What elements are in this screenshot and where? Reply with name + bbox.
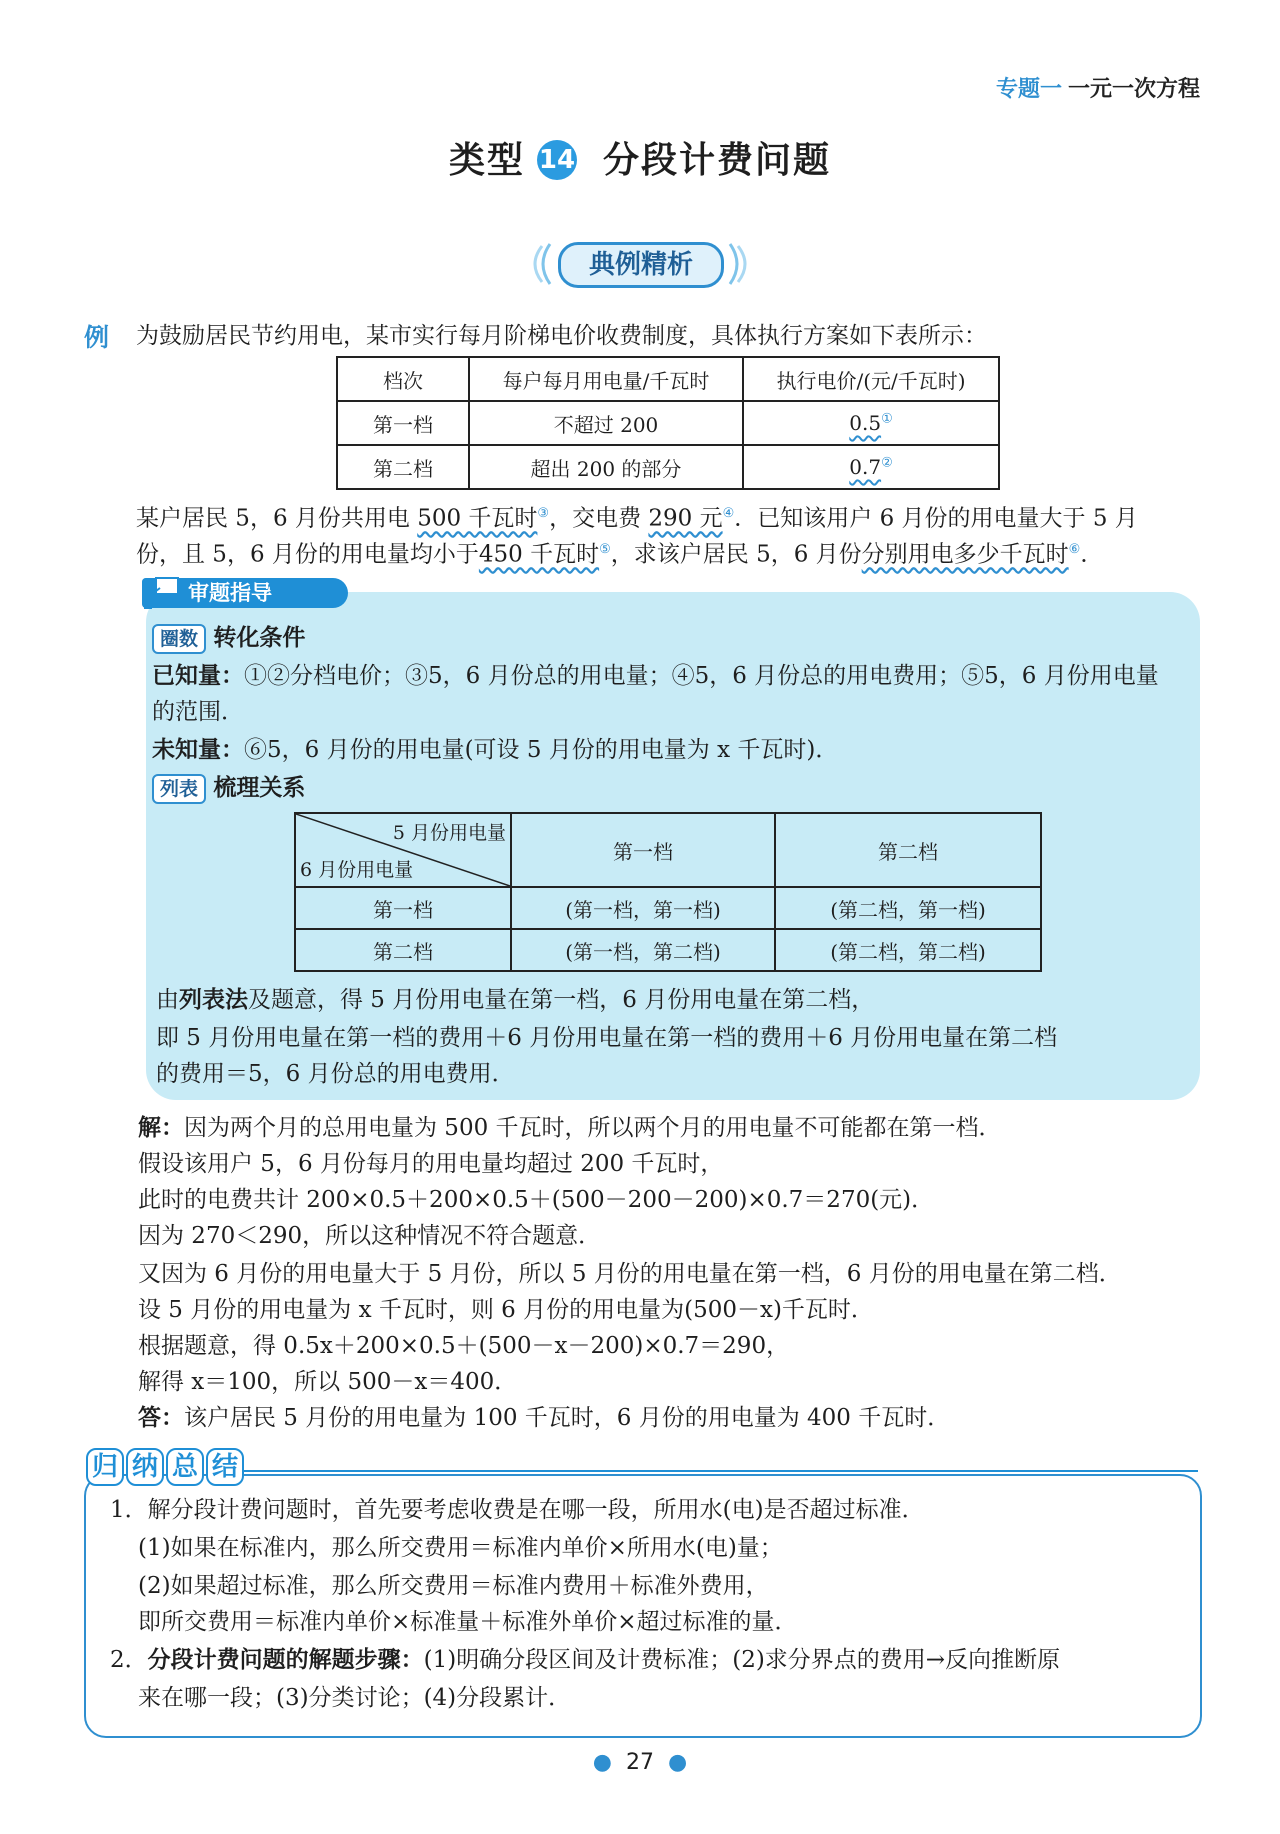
solution-line-6: 设 5 月份的用电量为 x 千瓦时，则 6 月份的用电量为(500－x)千瓦时． bbox=[138, 1297, 874, 1323]
page-number-value: 27 bbox=[626, 1750, 654, 1775]
conclusion-line-2: 即 5 月份用电量在第一档的费用＋6 月份用电量在第一档的费用＋6 月份用电量在第二档 bbox=[156, 1025, 1058, 1051]
solution-line-3: 此时的电费共计 200×0.5＋200×0.5＋(500－200－200)×0.7＝270(元)． bbox=[138, 1187, 935, 1213]
table-header-cell: 第二档 bbox=[775, 813, 1041, 887]
corner-top: 5 月份用电量 bbox=[392, 822, 506, 844]
marker: ③ bbox=[537, 506, 550, 521]
topic-name: 一元一次方程 bbox=[1067, 77, 1200, 102]
marker: ① bbox=[881, 411, 893, 427]
title-number-badge: 14 bbox=[537, 140, 577, 180]
solution-line-2: 假设该用户 5，6 月份每月的用电量均超过 200 千瓦时， bbox=[138, 1151, 724, 1177]
dot-icon: ● bbox=[592, 1750, 612, 1775]
unknown-label: 未知量： bbox=[152, 737, 244, 763]
table-row bbox=[295, 929, 1041, 971]
text: 份，且 5，6 月份的用电量均小于 bbox=[136, 541, 479, 568]
table-cell: (第二档，第一档) bbox=[775, 887, 1041, 929]
summary-tag bbox=[86, 1448, 246, 1488]
summary-line-1: 1．解分段计费问题时，首先要考虑收费是在哪一段，所用水(电)是否超过标准． bbox=[110, 1497, 925, 1523]
page-number bbox=[0, 1750, 1280, 1775]
summary-line-2: (1)如果在标准内，那么所交费用＝标准内单价×所用水(电)量； bbox=[138, 1535, 783, 1561]
summary-tag-char: 归 bbox=[86, 1448, 124, 1486]
conclusion-line-1 bbox=[156, 982, 874, 1018]
text: 2． bbox=[110, 1647, 148, 1673]
relationship-table bbox=[294, 812, 1042, 972]
summary-tag-char: 纳 bbox=[126, 1448, 164, 1486]
step2-heading bbox=[152, 770, 305, 806]
list-table-pill: 列表 bbox=[152, 774, 206, 804]
steps-heading: 分段计费问题的解题步骤： bbox=[147, 1647, 424, 1673]
table-header-cell: 执行电价/(元/千瓦时) bbox=[743, 357, 999, 401]
table-cell: 第一档 bbox=[337, 401, 469, 445]
table-cell: (第一档，第一档) bbox=[511, 887, 775, 929]
table-cell bbox=[743, 401, 999, 445]
answer-line bbox=[138, 1400, 950, 1436]
given-total-fee: 290 元 bbox=[648, 505, 723, 532]
summary-line-4: 即所交费用＝标准内单价×标准量＋标准外单价×超过标准的量． bbox=[138, 1609, 798, 1635]
table-cell: (第二档，第二档) bbox=[775, 929, 1041, 971]
step2-title: 梳理关系 bbox=[213, 775, 306, 801]
summary-line-3: (2)如果超过标准，那么所交费用＝标准内费用＋标准外费用， bbox=[138, 1573, 769, 1599]
known-line-2: 的范围． bbox=[152, 699, 244, 725]
corner-cell bbox=[295, 813, 511, 887]
table-header-cell: 每户每月用电量/千瓦时 bbox=[469, 357, 743, 401]
marker: ④ bbox=[722, 506, 735, 521]
table-cell: 第二档 bbox=[337, 445, 469, 489]
corner-bottom: 6 月份用电量 bbox=[300, 859, 414, 881]
table-cell bbox=[743, 445, 999, 489]
text: ．已知该用户 6 月份的用电量大于 5 月 bbox=[734, 505, 1138, 532]
circle-numbers-pill: 圈数 bbox=[152, 624, 206, 654]
given-total-usage: 500 千瓦时 bbox=[417, 505, 538, 532]
topic-header bbox=[996, 72, 1200, 103]
dot-icon: ● bbox=[668, 1750, 688, 1775]
solution-line-4: 因为 270＜290，所以这种情况不符合题意． bbox=[138, 1223, 602, 1249]
solution-line-5: 又因为 6 月份的用电量大于 5 月份，所以 5 月份的用电量在第一档，6 月份的用电量在第二档． bbox=[138, 1261, 1122, 1287]
solution-line-8: 解得 x＝100，所以 500－x＝400． bbox=[138, 1369, 518, 1395]
price-value: 0.7 bbox=[849, 455, 882, 479]
summary-line-6: 来在哪一段；(3)分类讨论；(4)分段累计． bbox=[138, 1685, 572, 1711]
summary-rule bbox=[222, 1470, 1198, 1472]
known-text: ①②分档电价；③5，6 月份总的用电量；④5，6 月份总的用电费用；⑤5，6 月份用电量 bbox=[244, 663, 1159, 689]
question-target: 分别用电多少千瓦时 bbox=[861, 541, 1069, 568]
page-title bbox=[0, 132, 1280, 183]
text: 由 bbox=[156, 987, 179, 1013]
table-header-cell: 档次 bbox=[337, 357, 469, 401]
solution-line-1 bbox=[138, 1110, 1002, 1146]
table-cell: (第一档，第二档) bbox=[511, 929, 775, 971]
table-row bbox=[337, 401, 999, 445]
problem-line-1 bbox=[136, 496, 1138, 537]
price-value: 0.5 bbox=[849, 411, 882, 435]
title-prefix: 类型 bbox=[448, 140, 525, 181]
price-table bbox=[336, 356, 1000, 490]
table-header-row bbox=[337, 357, 999, 401]
summary-tag-char: 结 bbox=[206, 1448, 244, 1486]
table-header-cell: 第一档 bbox=[511, 813, 775, 887]
text: 该户居民 5 月份的用电量为 100 千瓦时，6 月份的用电量为 400 千瓦时． bbox=[184, 1405, 951, 1431]
table-header-row bbox=[295, 813, 1041, 887]
text: ，求该户居民 5，6 月份 bbox=[610, 541, 862, 568]
unknown-text: ⑥5，6 月份的用电量(可设 5 月份的用电量为 x 千瓦时)． bbox=[244, 737, 839, 763]
marker: ⑤ bbox=[599, 542, 611, 557]
example-intro: 为鼓励居民节约用电，某市实行每月阶梯电价收费制度，具体执行方案如下表所示： bbox=[136, 323, 987, 349]
section-badge bbox=[528, 236, 752, 292]
table-cell: 超出 200 的部分 bbox=[469, 445, 743, 489]
table-row bbox=[337, 445, 999, 489]
summary-tag-char: 总 bbox=[166, 1448, 204, 1486]
title-text: 分段计费问题 bbox=[603, 140, 832, 181]
step1-title: 转化条件 bbox=[213, 625, 306, 651]
row-header-cell: 第二档 bbox=[295, 929, 511, 971]
guide-tag: 审题指导 bbox=[142, 578, 348, 608]
known-label: 已知量： bbox=[152, 663, 244, 689]
text: 某户居民 5，6 月份共用电 bbox=[136, 505, 418, 532]
section-badge-label: 典例精析 bbox=[558, 242, 724, 288]
text: ，交电费 bbox=[549, 505, 649, 532]
text: (1)明确分段区间及计费标准；(2)求分界点的费用→反向推断原 bbox=[423, 1647, 1061, 1673]
solution-line-7: 根据题意，得 0.5x＋200×0.5＋(500－x－200)×0.7＝290， bbox=[138, 1333, 790, 1359]
topic-series: 专题一 bbox=[995, 77, 1062, 102]
step1-heading bbox=[152, 620, 305, 656]
marker: ⑥ bbox=[1068, 542, 1081, 557]
text: 因为两个月的总用电量为 500 千瓦时，所以两个月的用电量不可能都在第一档． bbox=[184, 1115, 1002, 1141]
teacher-icon bbox=[138, 574, 182, 614]
text: 及题意，得 5 月份用电量在第一档，6 月份用电量在第二档， bbox=[248, 987, 875, 1013]
known-line bbox=[152, 658, 1159, 694]
method-name: 列表法 bbox=[179, 987, 248, 1013]
text: ． bbox=[1080, 541, 1104, 568]
table-row bbox=[295, 887, 1041, 929]
example-label: 例 bbox=[84, 323, 110, 352]
table-cell: 不超过 200 bbox=[469, 401, 743, 445]
given-range: 450 千瓦时 bbox=[478, 541, 600, 568]
row-header-cell: 第一档 bbox=[295, 887, 511, 929]
marker: ② bbox=[881, 455, 893, 471]
summary-line-5 bbox=[110, 1642, 1060, 1678]
conclusion-line-3: 的费用＝5，6 月份总的用电费用． bbox=[156, 1061, 515, 1087]
problem-line-2 bbox=[136, 532, 1103, 573]
answer-label: 答： bbox=[138, 1405, 184, 1431]
unknown-line bbox=[152, 732, 838, 768]
solution-label: 解： bbox=[138, 1115, 184, 1141]
